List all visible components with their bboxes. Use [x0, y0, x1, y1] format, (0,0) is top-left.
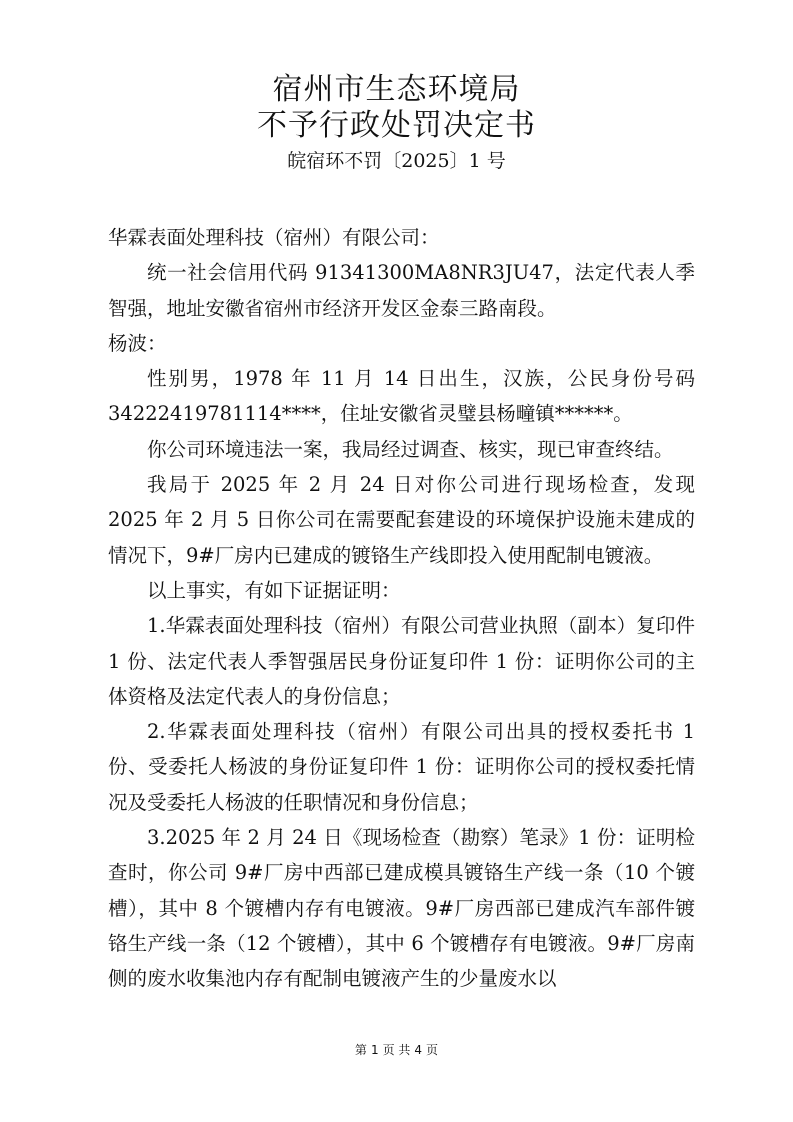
footer-page-current: 1 — [370, 1043, 379, 1057]
company-info-paragraph: 统一社会信用代码 91341300MA8NR3JU47，法定代表人季智强，地址安徽省宿州市经济开发区金泰三路南段。 — [108, 261, 695, 320]
evidence-item-3: 3.2025 年 2 月 24 日《现场检查（勘察）笔录》1 份：证明检查时，你公司 9#厂房中西部已建成模具镀铬生产线一条（10 个镀槽），其中 8 个镀槽内存有电镀液。9#厂房西部已建成汽车部件镀铬生产线一条（12 个镀槽），其中 6 个镀槽存有电镀液。9#厂房南侧的废水收集池内存有配制电镀液产生的少量废水以 — [108, 826, 695, 991]
document-number: 皖宿环不罚〔2025〕1 号 — [287, 150, 506, 172]
addressee-person: 杨波： — [108, 331, 167, 355]
inspection-finding-paragraph: 我局于 2025 年 2 月 24 日对你公司进行现场检查，发现 2025 年 2 月 5 日你公司在需要配套建设的环境保护设施未建成的情况下，9#厂房内已建成的镀铬生产线即投入使用配制电镀液。 — [108, 473, 695, 567]
footer-suffix: 页 — [426, 1043, 439, 1057]
evidence-intro-paragraph: 以上事实，有如下证据证明： — [147, 578, 401, 602]
evidence-item-1: 1.华霖表面处理科技（宿州）有限公司营业执照（副本）复印件 1 份、法定代表人季智强居民身份证复印件 1 份：证明你公司的主体资格及法定代表人的身份信息； — [108, 614, 695, 708]
footer-page-total: 4 — [414, 1043, 423, 1057]
document-title-type: 不予行政处罚决定书 — [257, 108, 536, 143]
evidence-item-2: 2.华霖表面处理科技（宿州）有限公司出具的授权委托书 1 份、受委托人杨波的身份证复印件 1 份：证明你公司的授权委托情况及受委托人杨波的任职情况和身份信息； — [108, 720, 695, 814]
addressee-company: 华霖表面处理科技（宿州）有限公司： — [108, 226, 440, 249]
case-intro-paragraph: 你公司环境违法一案，我局经过调查、核实，现已审查终结。 — [147, 437, 674, 461]
document-body — [108, 220, 695, 997]
footer-prefix: 第 — [354, 1043, 367, 1057]
document-title-issuer: 宿州市生态环境局 — [272, 72, 521, 107]
person-info-paragraph: 性别男，1978 年 11 月 14 日出生，汉族，公民身份号码 34222419781114****，住址安徽省灵璧县杨疃镇******。 — [108, 367, 695, 426]
page-number-footer — [0, 1042, 793, 1058]
footer-middle: 页 共 — [382, 1043, 411, 1057]
